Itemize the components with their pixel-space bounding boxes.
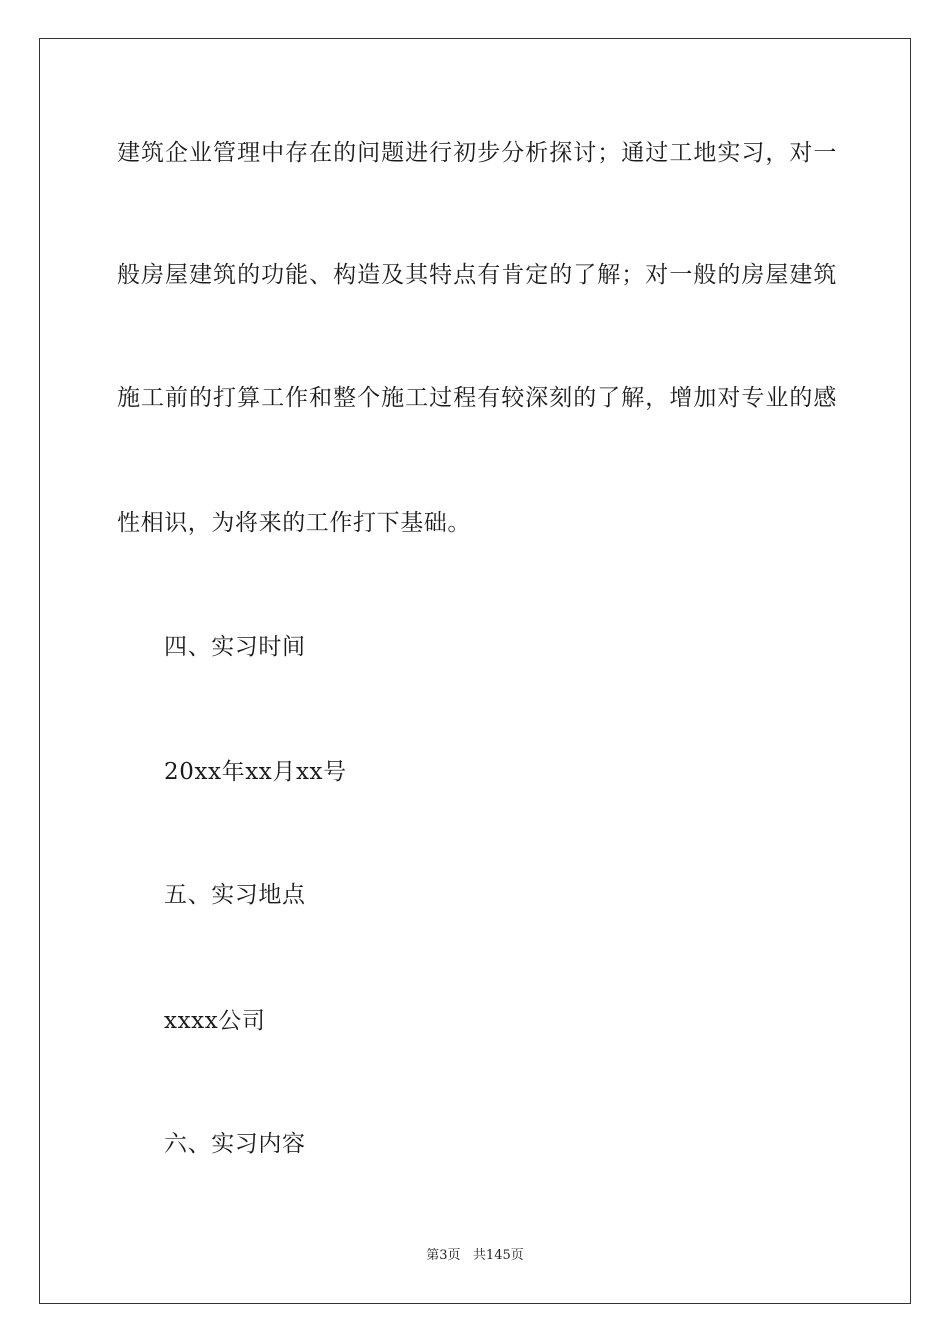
body-text-line-1: 建筑企业管理中存在的问题进行初步分析探讨；通过工地实习，对一 [117, 140, 837, 166]
section-heading-time: 四、实习时间 [164, 634, 306, 660]
page-border [39, 38, 911, 1304]
page-number-footer: 第3页 共145页 [426, 1248, 524, 1263]
section-heading-place: 五、实习地点 [164, 882, 306, 908]
body-text-line-4: 性相识，为将来的工作打下基础。 [117, 510, 471, 536]
internship-company: xxxx公司 [164, 1008, 266, 1034]
section-heading-content: 六、实习内容 [164, 1131, 306, 1157]
internship-date: 20xx年xx月xx号 [164, 759, 347, 785]
body-text-line-3: 施工前的打算工作和整个施工过程有较深刻的了解，增加对专业的感 [117, 385, 837, 411]
body-text-line-2: 般房屋建筑的功能、构造及其特点有肯定的了解；对一般的房屋建筑 [117, 262, 837, 288]
